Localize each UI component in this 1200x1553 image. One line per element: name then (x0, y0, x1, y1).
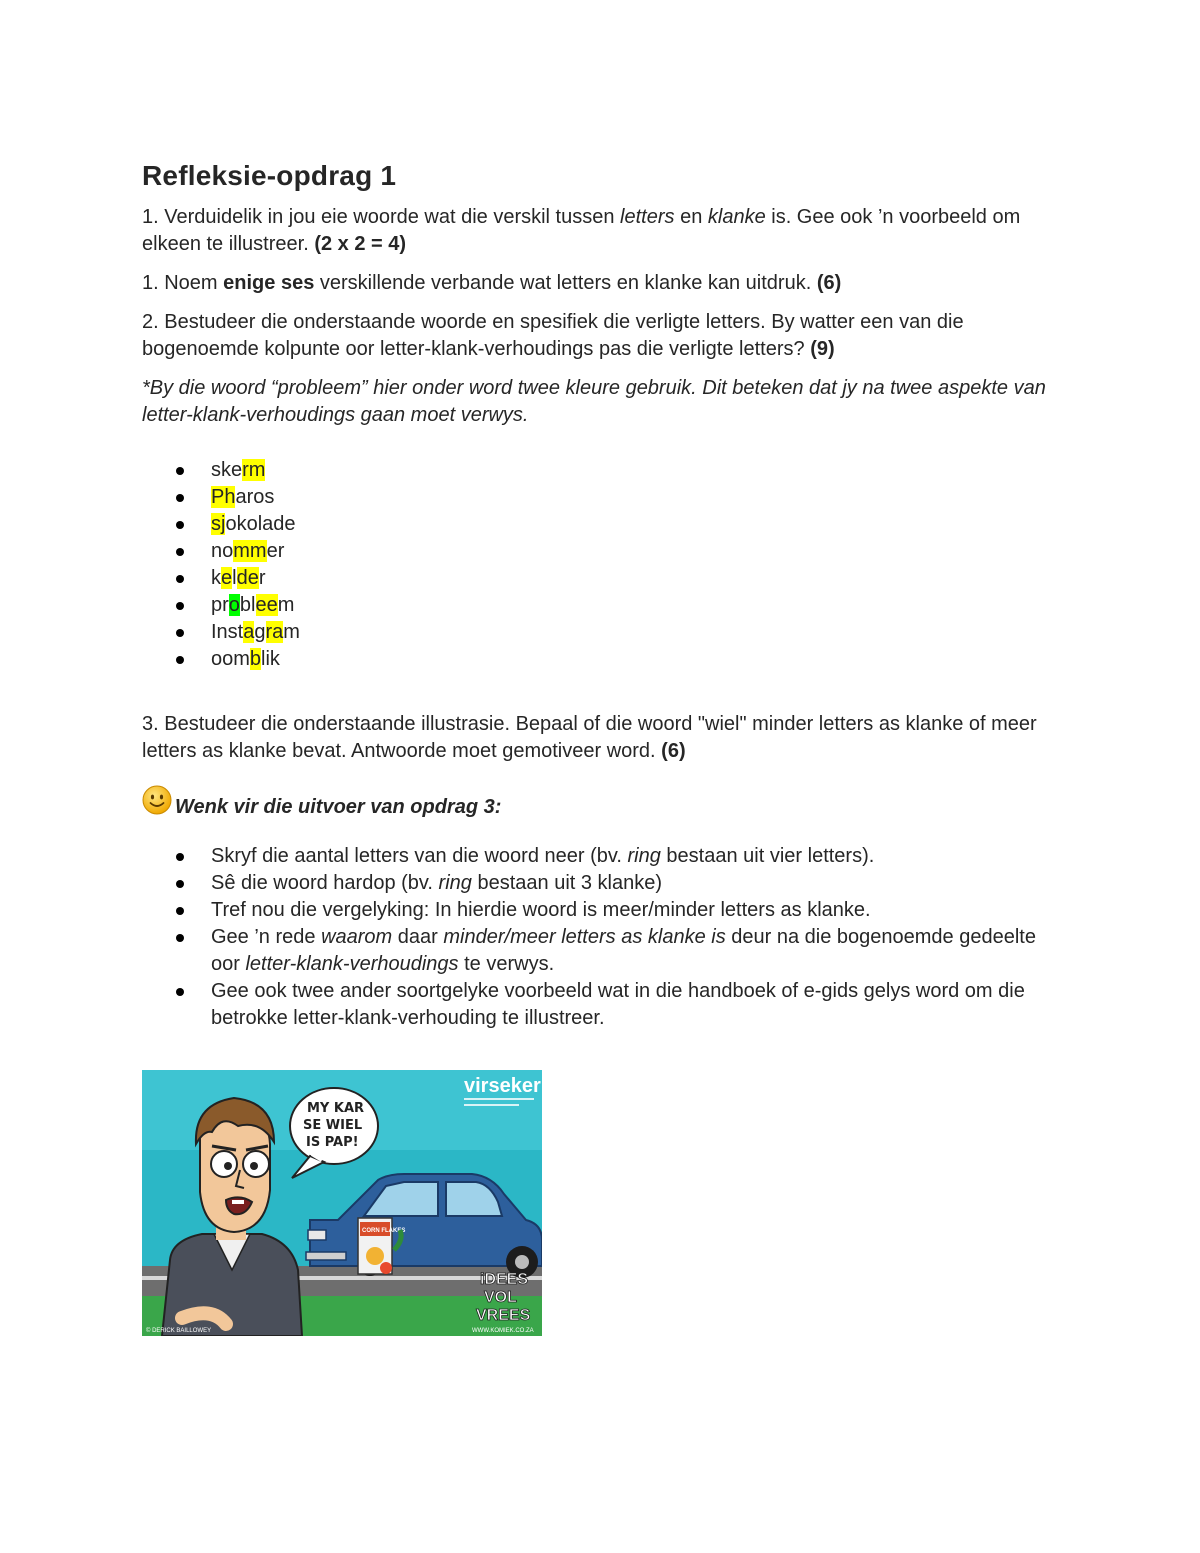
list-item: oomblik (142, 646, 1052, 673)
list-item: probleem (142, 592, 1052, 619)
marks: (6) (816, 272, 842, 294)
question-3: 3. Bestudeer die onderstaande illustrasie. Bepaal of die woord "wiel" minder letters as klanke of meer letters as klanke bevat. Antwoorde moet gemotiveer word. (6) (142, 713, 1037, 762)
question-1b: 1. Noem enige ses verskillende verbande wat letters en klanke kan uitdruk. (6) (142, 272, 842, 294)
copyright-text: © DERICK BAILLOWEY (146, 1328, 212, 1334)
cartoon-illustration (142, 1070, 542, 1336)
url-text: WWW.KOMIEK.CO.ZA (472, 1328, 534, 1334)
list-item: Gee ’n rede waarom daar minder/meer letters as klanke is deur na die bogenoemde gedeelte oor letter-klank-verhoudings te verwys. (142, 924, 1052, 978)
hint-title: Wenk vir die uitvoer van opdrag 3: (175, 796, 502, 818)
page-title: Refleksie-opdrag 1 (142, 160, 397, 191)
stamp-line-3: VREES (476, 1307, 531, 1324)
marks: (2 x 2 = 4) (314, 233, 407, 255)
list-item: Gee ook twee ander soortgelyke voorbeeld wat in die handboek of e-gids gelys word om die betrokke letter-klank-verhouding te illustreer. (142, 978, 1052, 1032)
list-item: Tref nou die vergelyking: In hierdie woord is meer/minder letters as klanke. (142, 897, 1052, 924)
list-item: skerm (142, 457, 1052, 484)
stamp-line-1: iDEES (480, 1271, 529, 1288)
list-item: Skryf die aantal letters van die woord neer (bv. ring bestaan uit vier letters). (142, 843, 1052, 870)
smiley-icon (142, 785, 172, 815)
document-page (142, 160, 1052, 1336)
hint-heading (142, 785, 1052, 819)
question-2: 2. Bestudeer die onderstaande woorde en spesifiek die verligte letters. By watter een van die bogenoemde kolpunte oor letter-klank-verhoudings pas die verligte letters? (9) (142, 311, 964, 360)
list-item: kelder (142, 565, 1052, 592)
hint-list (142, 843, 1052, 1032)
list-item: Sê die woord hardop (bv. ring bestaan uit 3 klanke) (142, 870, 1052, 897)
list-item: sjokolade (142, 511, 1052, 538)
word-list (142, 457, 1052, 673)
italic-note: *By die woord “probleem” hier onder word twee kleure gebruik. Dit beteken dat jy na twee aspekte van letter-klank-verhoudings gaan moet verwys. (142, 377, 1046, 426)
cartoon-image (142, 1070, 542, 1336)
marks: (6) (661, 740, 686, 762)
bubble-line-1: MY KAR (307, 1101, 365, 1116)
list-item: nommer (142, 538, 1052, 565)
bubble-line-2: SE WIEL (303, 1118, 363, 1133)
marks: (9) (810, 338, 835, 360)
box-label: CORN FLAKES (362, 1228, 406, 1234)
question-1: 1. Verduidelik in jou eie woorde wat die verskil tussen letters en klanke is. Gee ook ’n voorbeeld om elkeen te illustreer. (2 x 2 = 4) (142, 206, 1021, 255)
brand-logo: virseker (464, 1075, 541, 1097)
bubble-line-3: IS PAP! (306, 1135, 359, 1150)
list-item: Instagram (142, 619, 1052, 646)
list-item: Pharos (142, 484, 1052, 511)
stamp-line-2: VOL (484, 1289, 517, 1306)
